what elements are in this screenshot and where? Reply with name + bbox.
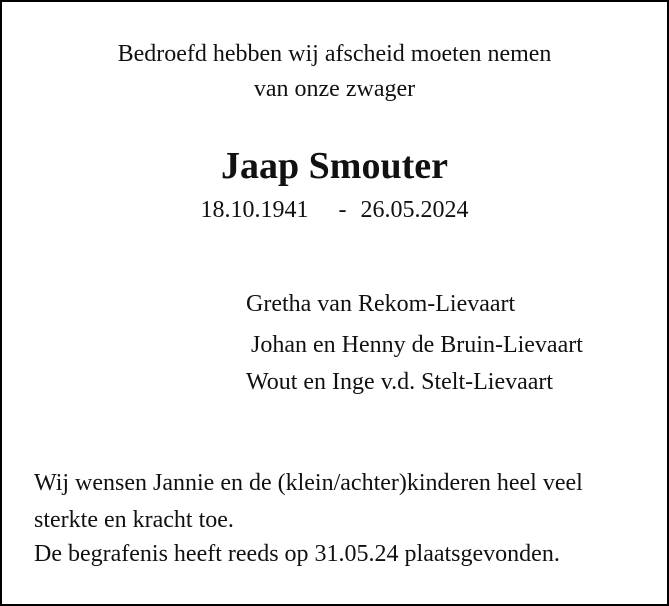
life-dates	[2, 196, 667, 224]
death-date: 26.05.2024	[360, 197, 469, 223]
family-member-2: Johan en Henny de Bruin-Lievaart	[251, 332, 583, 358]
intro-line-1: Bedroefd hebben wij afscheid moeten nemen	[117, 41, 552, 67]
birth-date: 18.10.1941	[200, 197, 309, 223]
intro-line-2: van onze zwager	[253, 76, 416, 102]
deceased-name: Jaap Smouter	[221, 145, 448, 187]
closing-line-1: Wij wensen Jannie en de (klein/achter)kinderen heel veel	[34, 470, 583, 496]
family-member-3: Wout en Inge v.d. Stelt-Lievaart	[246, 369, 554, 395]
closing-line-3: De begrafenis heeft reeds op 31.05.24 plaatsgevonden.	[34, 541, 560, 567]
closing-line-2: sterkte en kracht toe.	[34, 507, 234, 533]
family-member-1: Gretha van Rekom-Lievaart	[246, 291, 516, 317]
date-separator: -	[338, 197, 347, 223]
